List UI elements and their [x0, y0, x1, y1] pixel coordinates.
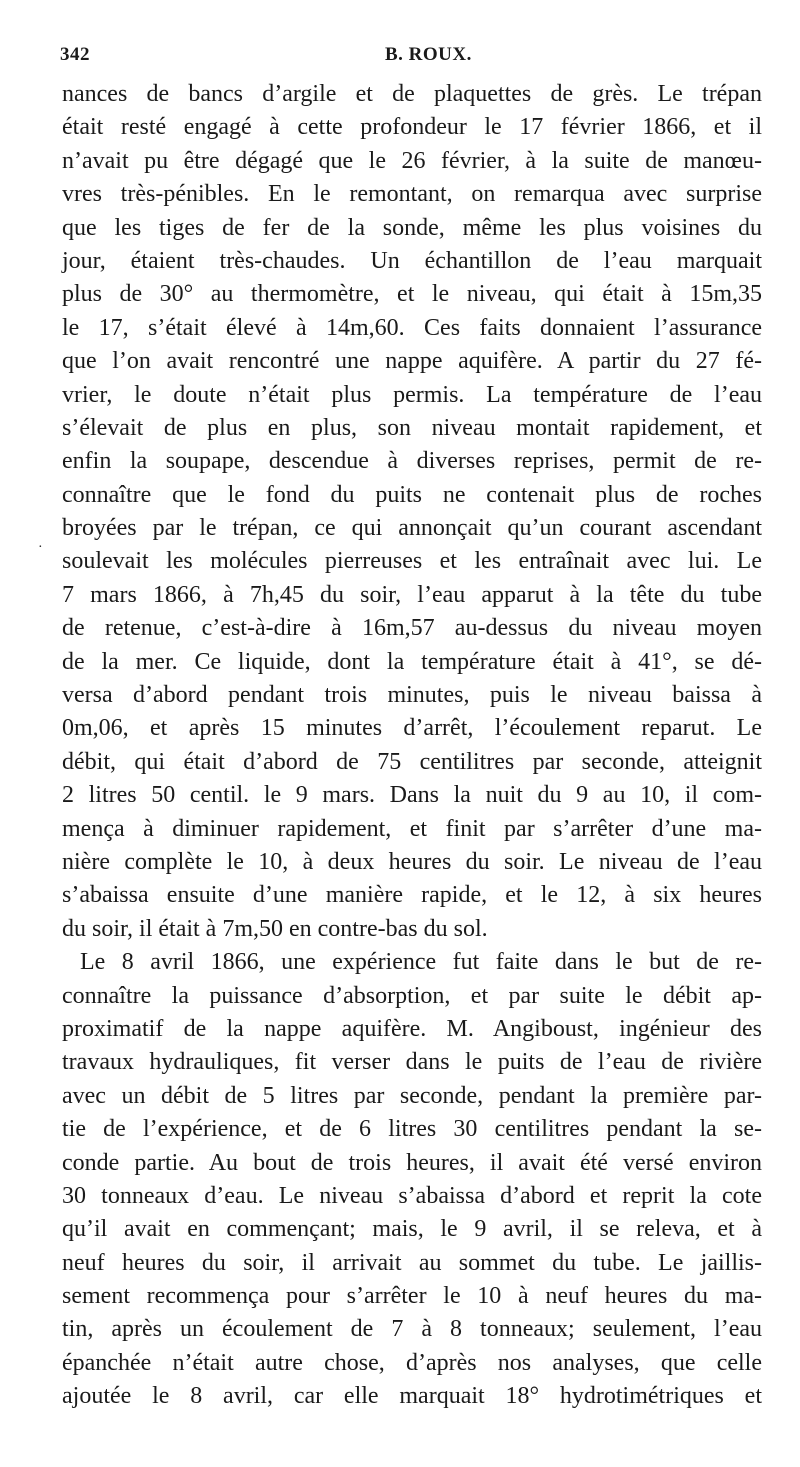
- text-line: de retenue, c’est-à-dire à 16m,57 au-dessus du niveau moyen: [62, 615, 762, 642]
- text-line: ajoutée le 8 avril, car elle marquait 18° hydrotimétriques et: [62, 1383, 762, 1410]
- text-line: le 17, s’était élevé à 14m,60. Ces faits donnaient l’assurance: [62, 314, 762, 341]
- text-line: mença à diminuer rapidement, et finit par s’arrêter d’une ma-: [62, 815, 762, 842]
- text-line: avec un débit de 5 litres par seconde, pendant la première par-: [62, 1082, 762, 1109]
- text-line: nière complète le 10, à deux heures du soir. Le niveau de l’eau: [62, 848, 762, 875]
- text-line: connaître la puissance d’absorption, et par suite le débit ap-: [62, 982, 762, 1009]
- text-line: du soir, il était à 7m,50 en contre-bas du sol.: [62, 915, 488, 942]
- text-line: que les tiges de fer de la sonde, même les plus voisines du: [62, 214, 762, 241]
- text-line: était resté engagé à cette profondeur le 17 février 1866, et il: [62, 114, 762, 141]
- text-line: soulevait les molécules pierreuses et les entraînait avec lui. Le: [62, 548, 762, 575]
- text-line: s’abaissa ensuite d’une manière rapide, et le 12, à six heures: [62, 882, 762, 909]
- text-line: sement recommença pour s’arrêter le 10 à neuf heures du ma-: [62, 1283, 762, 1310]
- text-line: 30 tonneaux d’eau. Le niveau s’abaissa d’abord et reprit la cote: [62, 1182, 762, 1209]
- text-line: 7 mars 1866, à 7h,45 du soir, l’eau apparut à la tête du tube: [62, 581, 762, 608]
- text-line: de la mer. Ce liquide, dont la température était à 41°, se dé-: [62, 648, 762, 675]
- text-line: nances de bancs d’argile et de plaquettes de grès. Le trépan: [62, 81, 762, 107]
- text-line: qu’il avait en commençant; mais, le 9 avril, il se releva, et à: [62, 1216, 762, 1243]
- text-line: que l’on avait rencontré une nappe aquifère. A partir du 27 fé-: [62, 348, 762, 375]
- text-line: connaître que le fond du puits ne contenait plus de roches: [62, 481, 762, 508]
- text-line: épanchée n’était autre chose, d’après nos analyses, que celle: [62, 1349, 762, 1376]
- margin-mark: ·: [38, 540, 43, 555]
- text-line: neuf heures du soir, il arrivait au sommet du tube. Le jaillis-: [62, 1249, 762, 1276]
- text-line: tin, après un écoulement de 7 à 8 tonneaux; seulement, l’eau: [62, 1316, 762, 1343]
- text-line: travaux hydrauliques, fit verser dans le puits de l’eau de rivière: [62, 1049, 762, 1076]
- text-line: tie de l’expérience, et de 6 litres 30 centilitres pendant la se-: [62, 1116, 762, 1143]
- text-line: débit, qui était d’abord de 75 centilitres par seconde, atteignit: [62, 748, 762, 775]
- text-line: versa d’abord pendant trois minutes, puis le niveau baissa à: [62, 682, 762, 709]
- text-line: Le 8 avril 1866, une expérience fut faite dans le but de re-: [80, 949, 762, 976]
- text-line: jour, étaient très-chaudes. Un échantillon de l’eau marquait: [62, 247, 762, 274]
- text-line: enfin la soupape, descendue à diverses reprises, permit de re-: [62, 448, 762, 475]
- page-number: 342: [60, 44, 90, 65]
- text-line: s’élevait de plus en plus, son niveau montait rapidement, et: [62, 414, 762, 441]
- page-header: [60, 44, 760, 72]
- text-line: vres très-pénibles. En le remontant, on remarqua avec surprise: [62, 181, 762, 208]
- text-line: n’avait pu être dégagé que le 26 février, à la suite de manœu-: [62, 147, 762, 174]
- text-line: plus de 30° au thermomètre, et le niveau, qui était à 15m,35: [62, 281, 762, 308]
- text-line: broyées par le trépan, ce qui annonçait qu’un courant ascendant: [62, 515, 762, 542]
- text-line: conde partie. Au bout de trois heures, il avait été versé environ: [62, 1149, 762, 1176]
- running-head: B. ROUX.: [385, 44, 472, 65]
- text-line: 0m,06, et après 15 minutes d’arrêt, l’écoulement reparut. Le: [62, 715, 762, 742]
- text-line: proximatif de la nappe aquifère. M. Angiboust, ingénieur des: [62, 1015, 762, 1042]
- body-text: [62, 78, 762, 1414]
- text-line: 2 litres 50 centil. le 9 mars. Dans la nuit du 9 au 10, il com-: [62, 782, 762, 809]
- text-line: vrier, le doute n’était plus permis. La température de l’eau: [62, 381, 762, 408]
